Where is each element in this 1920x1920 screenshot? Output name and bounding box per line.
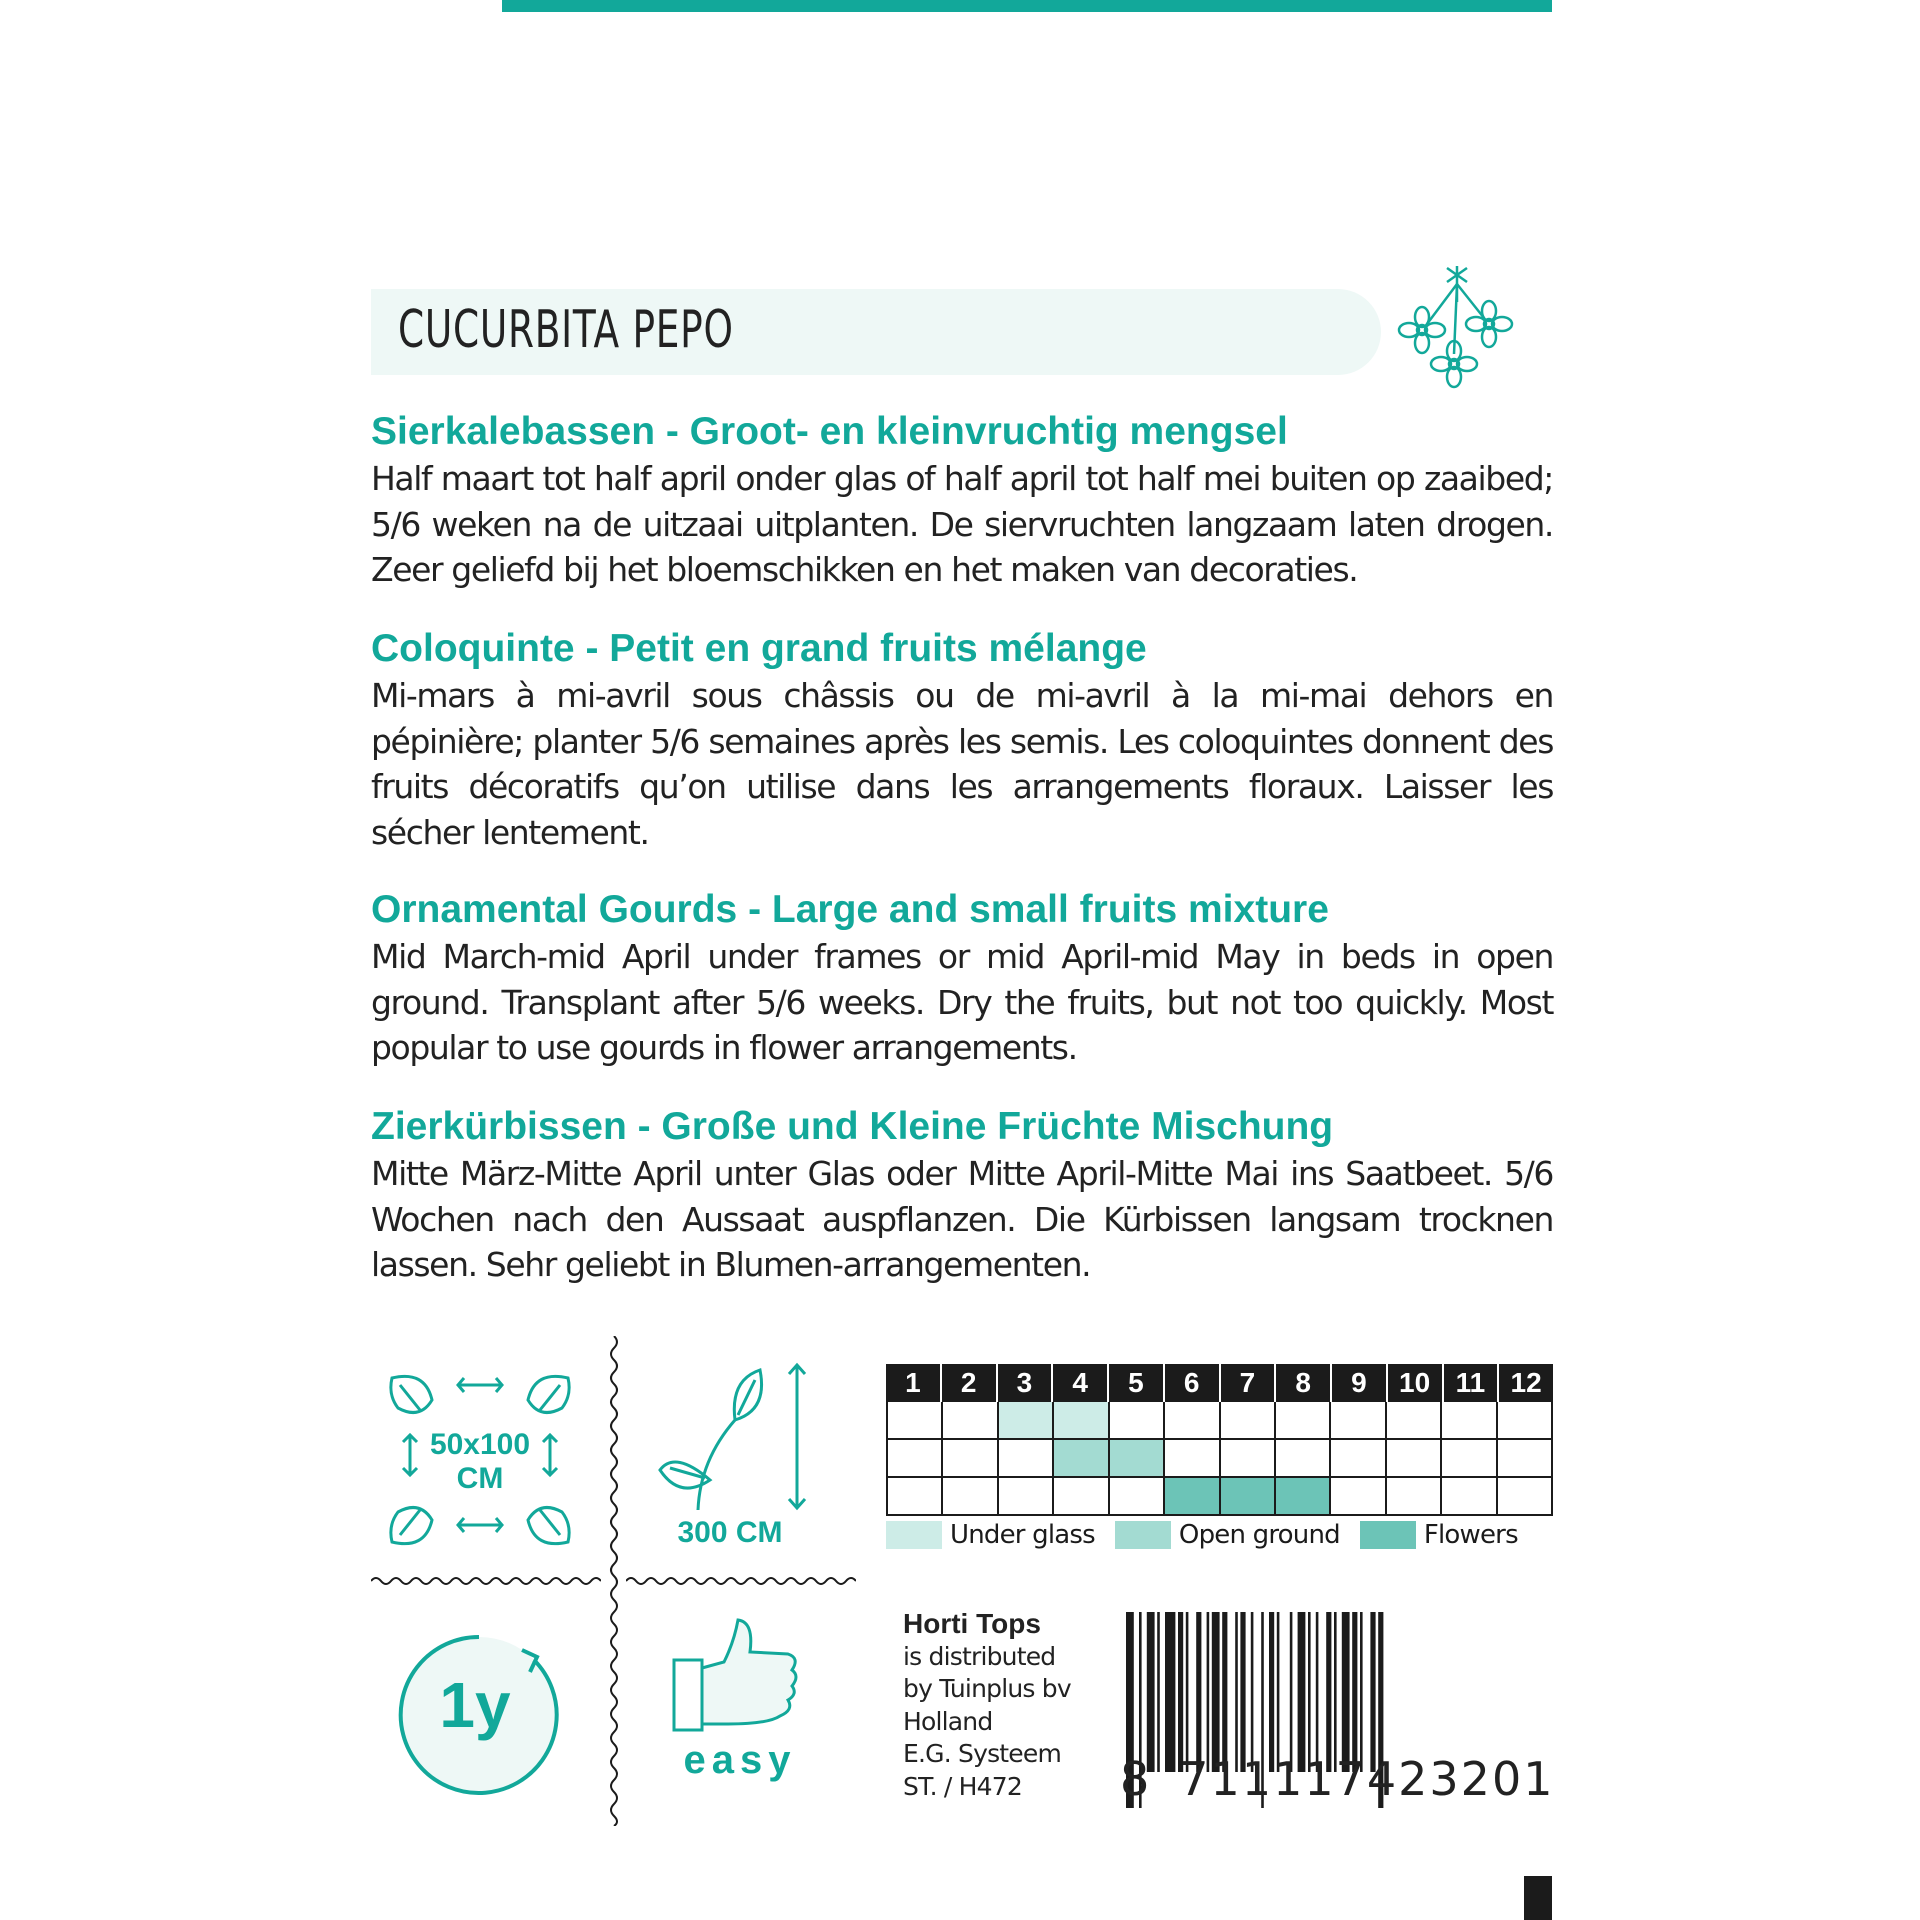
section-german: [371, 1103, 1553, 1288]
barcode-bar: [1251, 1612, 1254, 1772]
calendar-row: [888, 1478, 1553, 1516]
calendar-cell: [1442, 1478, 1497, 1514]
distributor-line: ST. / H472: [903, 1771, 1022, 1801]
calendar-cell: [943, 1478, 998, 1514]
distributor-info: [903, 1608, 1071, 1803]
distributor-line: by Tuinplus bv: [903, 1674, 1071, 1703]
top-accent-bar: [502, 0, 1552, 12]
section-french: [371, 625, 1553, 855]
calendar-cell: [1276, 1440, 1331, 1476]
calendar-cell: [1498, 1440, 1553, 1476]
calendar-cell: [1110, 1478, 1165, 1514]
barcode-bar: [1196, 1612, 1201, 1772]
barcode-first-digit: 8: [1120, 1752, 1152, 1806]
calendar-month: 1: [886, 1364, 942, 1402]
calendar-month: 5: [1109, 1364, 1165, 1402]
calendar-cell: [999, 1440, 1054, 1476]
spacing-value: 50x100: [429, 1428, 531, 1461]
calendar-grid: [886, 1402, 1553, 1516]
calendar-cell: [1054, 1440, 1109, 1476]
calendar-month: 6: [1165, 1364, 1221, 1402]
barcode-bar: [1352, 1612, 1357, 1772]
calendar-month: 3: [998, 1364, 1054, 1402]
calendar-month: 4: [1053, 1364, 1109, 1402]
barcode-bar: [1157, 1612, 1160, 1772]
barcode-digits: 711117423201: [1179, 1752, 1555, 1806]
legend-swatch: [886, 1521, 942, 1549]
plant-height-label: 300 CM: [677, 1516, 783, 1549]
barcode-bar: [1207, 1612, 1210, 1772]
calendar-cell: [1276, 1478, 1331, 1514]
calendar-cell: [1221, 1440, 1276, 1476]
barcode-bar: [1298, 1612, 1306, 1772]
calendar-cell: [1387, 1478, 1442, 1514]
barcode-bar: [1235, 1612, 1238, 1772]
difficulty-label: easy: [683, 1738, 797, 1782]
barcode-bar: [1178, 1612, 1183, 1772]
calendar-cell: [1165, 1402, 1220, 1438]
horizontal-wavy-divider: [626, 1574, 856, 1588]
section-body: Mitte März-Mitte April unter Glas oder Mitte April-Mitte Mai ins Saatbeet. 5/6 Wochen nach den Aussaat auspflanzen. Die Kürbissen langsam trocknen lassen. Sehr geliebt in Blumen-arrangementen.: [371, 1154, 1553, 1284]
barcode-bar: [1240, 1612, 1245, 1772]
calendar-cell: [1221, 1402, 1276, 1438]
bottom-registration-mark: [1524, 1876, 1552, 1920]
calendar-cell: [1331, 1402, 1386, 1438]
legend-swatch: [1115, 1521, 1171, 1549]
legend-label: Under glass: [950, 1520, 1095, 1550]
calendar-cell: [888, 1402, 943, 1438]
barcode-bar: [1147, 1612, 1155, 1772]
barcode-number: [1120, 1752, 1554, 1806]
section-english: [371, 886, 1553, 1071]
calendar-cell: [1054, 1478, 1109, 1514]
section-body: Mid March-mid April under frames or mid April-mid May in beds in open ground. Transplant after 5/6 weeks. Dry the fruits, but not too quickly. Most popular to use gourds in flower arrangements.: [371, 937, 1553, 1067]
legend-label: Open ground: [1178, 1520, 1340, 1550]
calendar-cell: [1110, 1402, 1165, 1438]
calendar-legend: [886, 1520, 1538, 1550]
calendar-cell: [1442, 1402, 1497, 1438]
calendar-cell: [1442, 1440, 1497, 1476]
barcode-bar: [1186, 1612, 1189, 1772]
barcode-bar: [1277, 1612, 1280, 1772]
calendar-cell: [1331, 1478, 1386, 1514]
calendar-month: 8: [1276, 1364, 1332, 1402]
calendar-cell: [1165, 1440, 1220, 1476]
legend-label: Flowers: [1423, 1520, 1518, 1550]
annual-cycle-label: 1y: [439, 1669, 511, 1741]
latin-name: CUCURBITA PEPO: [398, 300, 734, 360]
barcode-bar: [1290, 1612, 1293, 1772]
barcode-bar: [1370, 1612, 1375, 1772]
flower-logo-icon: [1392, 262, 1522, 392]
barcode-bar: [1308, 1612, 1311, 1772]
section-body: Half maart tot half april onder glas of half april tot half mei buiten op zaaibed; 5/6 weken na de uitzaai uitplanten. De siervruchten langzaam laten drogen. Zeer geliefd bij het bloemschikken en het maken van decoraties.: [371, 459, 1553, 589]
calendar-month: 7: [1221, 1364, 1277, 1402]
calendar-month: 2: [942, 1364, 998, 1402]
section-heading: Ornamental Gourds - Large and small fruits mixture: [371, 888, 1329, 931]
calendar-cell: [1387, 1402, 1442, 1438]
calendar-cell: [1221, 1478, 1276, 1514]
section-heading: Coloquinte - Petit en grand fruits mélange: [371, 627, 1147, 670]
section-heading: Zierkürbissen - Große und Kleine Früchte Mischung: [371, 1105, 1334, 1148]
barcode-bar: [1165, 1612, 1175, 1772]
distributor-line: is distributed: [903, 1641, 1056, 1671]
barcode-bar: [1326, 1612, 1331, 1772]
vertical-wavy-divider: [606, 1336, 622, 1826]
barcode-bar: [1342, 1612, 1350, 1772]
calendar-row: [888, 1440, 1553, 1478]
calendar-cell: [888, 1440, 943, 1476]
calendar-cell: [1331, 1440, 1386, 1476]
calendar-cell: [1054, 1402, 1109, 1438]
calendar-cell: [1165, 1478, 1220, 1514]
calendar-month: 9: [1332, 1364, 1388, 1402]
barcode-bar: [1212, 1612, 1220, 1772]
barcode-bar: [1316, 1612, 1319, 1772]
calendar-cell: [999, 1478, 1054, 1514]
calendar-cell: [943, 1440, 998, 1476]
brand-name: Horti Tops: [903, 1608, 1041, 1639]
barcode-bar: [1360, 1612, 1363, 1772]
calendar-cell: [1387, 1440, 1442, 1476]
calendar-cell: [1498, 1402, 1553, 1438]
thumbs-up-icon: [668, 1612, 808, 1742]
plant-height-icon: [650, 1360, 820, 1520]
barcode-bar: [1269, 1612, 1274, 1772]
calendar-month: 10: [1388, 1364, 1444, 1402]
section-dutch: [371, 408, 1553, 593]
calendar-cell: [1276, 1402, 1331, 1438]
section-body: Mi-mars à mi-avril sous châssis ou de mi-avril à la mi-mai dehors en pépinière; planter 5/6 semaines après les semis. Les coloquintes donnent des fruits décoratifs qu’on utilise dans les arrangements floraux. Laisser les sécher lentement.: [371, 676, 1553, 852]
legend-swatch: [1360, 1521, 1416, 1549]
calendar-month: 11: [1444, 1364, 1500, 1402]
calendar-month: 12: [1499, 1364, 1553, 1402]
distributor-line: E.G. Systeem: [903, 1739, 1062, 1768]
calendar-cell: [999, 1402, 1054, 1438]
calendar-month-header: [886, 1364, 1553, 1402]
section-heading: Sierkalebassen - Groot- en kleinvruchtig mengsel: [371, 410, 1288, 453]
horizontal-wavy-divider: [371, 1574, 601, 1588]
calendar-cell: [1498, 1478, 1553, 1514]
plant-spacing-label: [400, 1428, 560, 1496]
calendar-cell: [943, 1402, 998, 1438]
barcode-bar: [1334, 1612, 1337, 1772]
calendar-row: [888, 1402, 1553, 1440]
calendar-cell: [888, 1478, 943, 1514]
sowing-calendar: [886, 1364, 1553, 1516]
spacing-unit: CM: [456, 1462, 504, 1495]
distributor-line: Holland: [903, 1706, 993, 1736]
barcode-bar: [1222, 1612, 1227, 1772]
calendar-cell: [1110, 1440, 1165, 1476]
